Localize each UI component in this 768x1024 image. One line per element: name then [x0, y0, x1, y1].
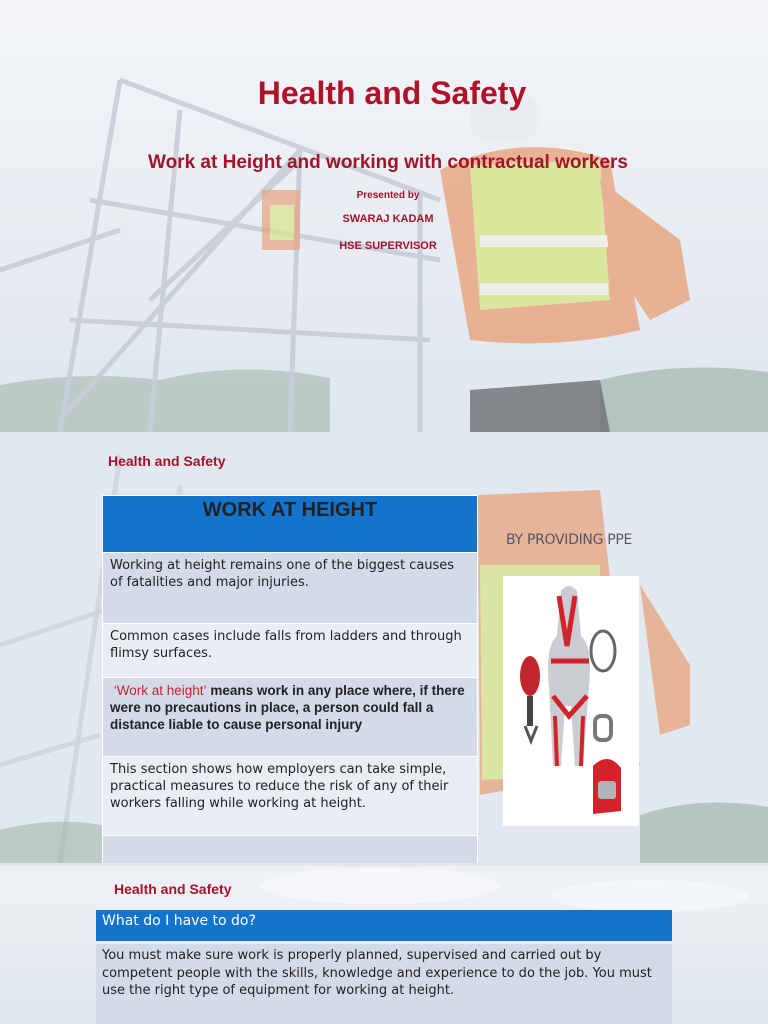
- work-at-height-table: [102, 495, 478, 863]
- slide-subtitle: Work at Height and working with contractual workers: [147, 152, 628, 173]
- what-to-do-slide: [0, 866, 768, 1024]
- table-row: Working at height remains one of the biggest causes of fatalities and major injuries.: [103, 553, 478, 624]
- table-row: This section shows how employers can take simple, practical measures to reduce the risk of any of their workers falling while working at height.: [103, 757, 478, 836]
- table-row: Common cases include falls from ladders and through flimsy surfaces.: [103, 624, 478, 678]
- ppe-image: [503, 576, 639, 826]
- slide-heading: Health and Safety: [108, 453, 226, 469]
- title-slide: [0, 0, 768, 432]
- definition-text: means work in any place where, if there were no precautions in place, a person could fall a distance liable to cause personal injury: [110, 683, 465, 732]
- work-at-height-slide: [0, 435, 768, 863]
- table-row: [103, 678, 478, 757]
- presenter-role: HSE SUPERVISOR: [339, 240, 437, 252]
- presented-by-label: Presented by: [356, 190, 420, 201]
- presenter-name: SWARAJ KADAM: [342, 213, 434, 225]
- table-row: [103, 836, 478, 864]
- slide-title: Health and Safety: [257, 75, 527, 111]
- definition-term: ‘Work at height’: [113, 683, 207, 698]
- safety-harness-icon: [503, 576, 639, 826]
- slide-heading: Health and Safety: [114, 881, 232, 897]
- ppe-label: BY PROVIDING PPE: [506, 532, 633, 548]
- box-title: What do I have to do?: [96, 910, 672, 941]
- box-text: You must make sure work is properly planned, supervised and carried out by competent people with the skills, knowledge and experience to do the job. You must use the right type of equipment for working at height.: [96, 944, 672, 1024]
- table-title: WORK AT HEIGHT: [103, 496, 478, 553]
